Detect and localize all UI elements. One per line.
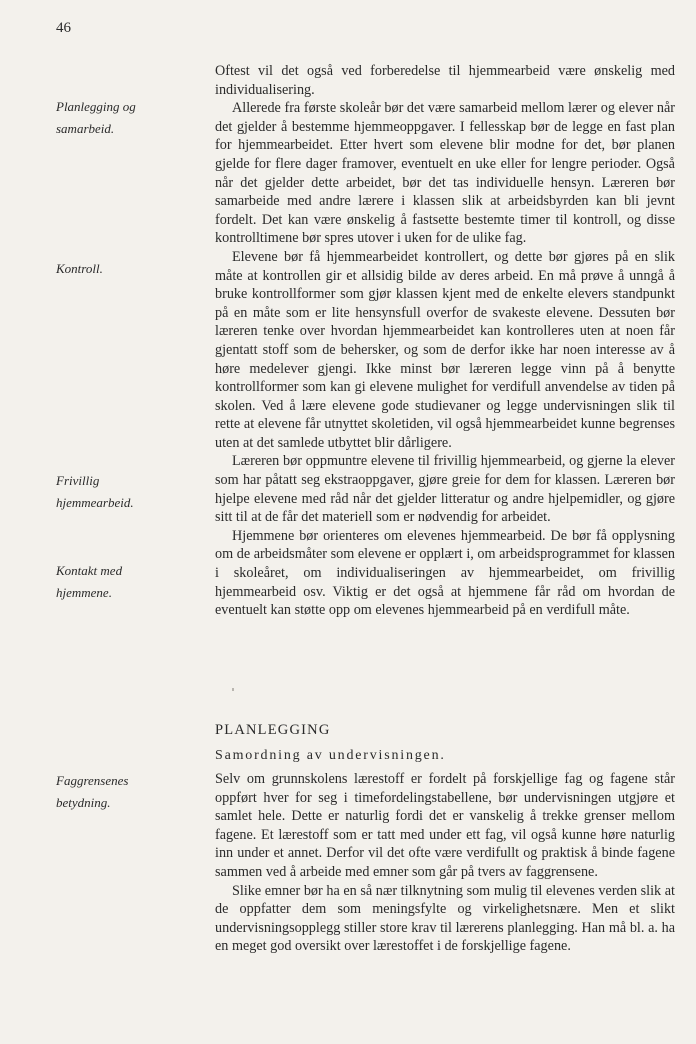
paragraph: Allerede fra første skoleår bør det være samarbeid mellom lærer og elever når det gjelder å bestemme hjemmeoppgaver. I fellesskap bør de legge en fast plan for hjemmearbeidet. Etter hvert som elevene blir modne for det, bør planen gjelde for flere dager framover, eventuelt en uke eller for lengre perioder. Også når det gjelder dette arbeidet, bør det tas individuelle hensyn. Læreren bør samarbeide med andre lærere i klassen slik at arbeidsbyrden kan bli jevnt fordelt. Det kan være ønskelig å fastsette bestemte timer til kontroll, og disse kontrolltimene bør spres utover i uken for de ulike fag.	[215, 100, 675, 247]
sub-heading: Samordning av undervisningen.	[215, 748, 446, 763]
paragraph: Elevene bør få hjemmearbeidet kontrollert, og dette bør gjøres på en slik måte at kontrollen gir et allsidig bilde av deres arbeid. En må prøve å unngå å bruke kontrollformer som gjør klassen kjent med de enkelte elevers standpunkt på en måte som er lite hensynsfull overfor de svakeste elevene. Dessuten bør læreren tenke over hvordan hjemmearbeidet kan kontrolleres uten at noen får gjentatt stoff som de behersker, og som de derfor ikke har noen interesse av å høre medelever gjengi. Ikke minst bør læreren legge vinn på å benytte kontrollformer som kan gi elevene mulighet for verdifull anvendelse av tiden på skolen. Ved å lære elevene gode studievaner og legge undervisningen slik til rette at elevene får utnyttet skoletiden, vil også hjemmearbeidet kunne begrenses uten at det samlede utbyttet blir dårligere.	[215, 248, 675, 451]
margin-note-frivillig: Frivillig hjemmearbeid.	[56, 473, 134, 510]
paragraph: Læreren bør oppmuntre elevene til frivillig hjemmearbeid, og gjerne la elever som har påtatt seg ekstraoppgaver, gjøre greie for dem for klassen. Læreren bør hjelpe elevene med råd når det gjelder litteratur og andre hjelpemidler, og gjøre sitt til at de får det materiell som er nødvendig for arbeidet.	[215, 453, 675, 526]
paragraph: Slike emner bør ha en så nær tilknytning som mulig til elevenes verden slik at de oppfatter dem som meningsfylte og virkelighetsnære. Men et slikt undervisningsopplegg stiller store krav til lærerens planlegging. Han må bl. a. ha en meget god oversikt over lærestoffet i de forskjellige fagene.	[215, 882, 675, 955]
page-number: 46	[56, 20, 71, 36]
margin-note-faggrensenes: Faggrensenes betydning.	[56, 773, 129, 810]
section-heading: PLANLEGGING	[215, 722, 331, 738]
print-mark	[232, 688, 234, 691]
paragraph: Selv om grunnskolens lærestoff er fordelt på forskjellige fag og fagene står oppført hver for seg i timefordelingstabellene, bør undervisningen utgjøre et samlet hele. Dette er naturlig fordi det er vanskelig å trekke grenser mellom fagene. Et lærestoff som er tatt med under ett fag, vil også kunne høre naturlig inn under et annet. Derfor vil det ofte være verdifullt og praktisk å binde fagene sammen ved å arbeide med emner som går på tvers av faggrensene.	[215, 771, 675, 880]
body-text-lower	[215, 770, 675, 956]
paragraph: Oftest vil det også ved forberedelse til hjemmearbeid være ønskelig med individualisering.	[215, 63, 675, 98]
paragraph: Hjemmene bør orienteres om elevenes hjemmearbeid. De bør få opplysning om de arbeidsmåter som elevene er opplært i, om arbeidsprogrammet for klassen i skoleåret, om individualiseringen av hjemmearbeidet, om frivillig hjemmearbeid osv. Viktig er det også at hjemmene får råd om hvordan de eventuelt kan støtte opp om elevenes hjemmearbeid på en verdifull måte.	[215, 527, 675, 619]
margin-note-kontakt: Kontakt med hjemmene.	[56, 563, 123, 600]
body-text-upper	[215, 62, 675, 620]
margin-note-planlegging: Planlegging og samarbeid.	[56, 99, 136, 136]
margin-note-kontroll: Kontroll.	[56, 261, 103, 276]
